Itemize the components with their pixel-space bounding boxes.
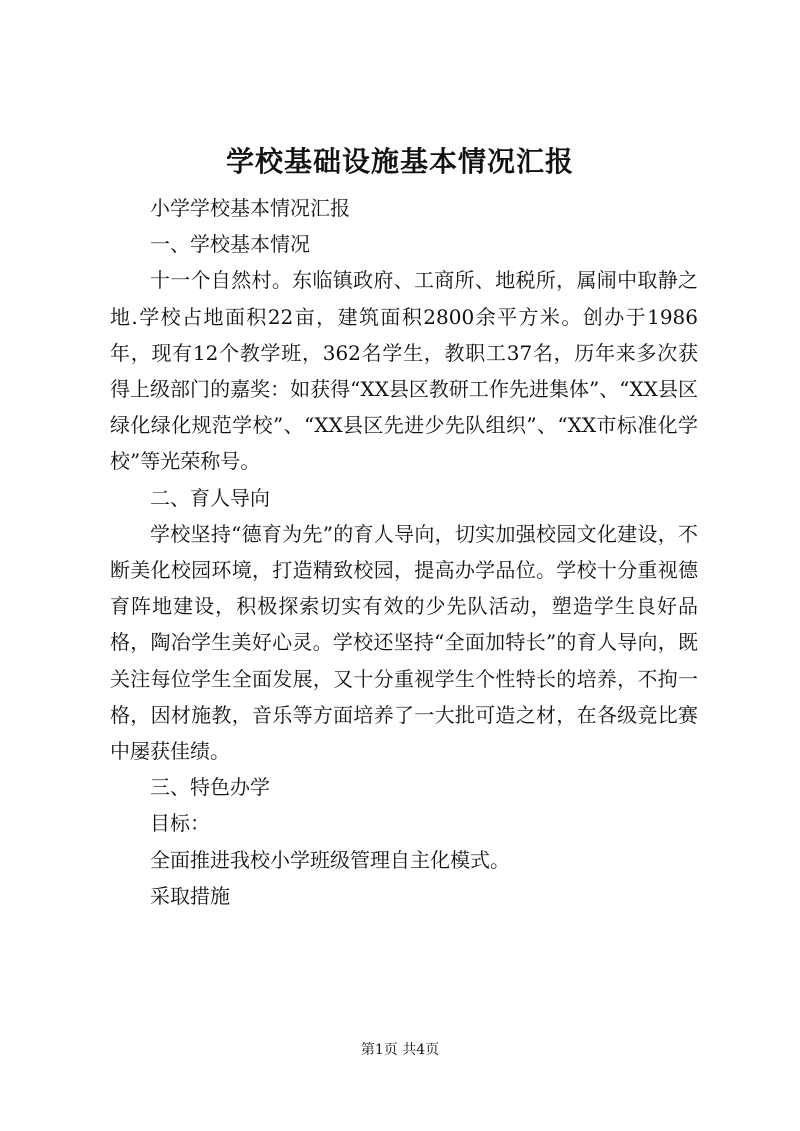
section-heading-featured-schooling: 三、特色办学 <box>150 775 270 800</box>
body-paragraph: 全面推进我校小学班级管理自主化模式。 <box>150 847 510 872</box>
section-heading-education-guidance: 二、育人导向 <box>150 485 270 510</box>
subtitle-paragraph: 小学学校基本情况汇报 <box>150 196 350 220</box>
document-title: 学校基础设施基本情况汇报 <box>225 145 574 178</box>
section-heading-basic-info: 一、学校基本情况 <box>150 232 310 257</box>
measures-label: 采取措施 <box>150 883 230 908</box>
body-paragraph: 学校坚持“德育为先”的育人导向，切实加强校园文化建设，不断美化校园环境，打造精致校园，提高办学品位。学校十分重视德育阵地建设，积极探索切实有效的少先队活动，塑造学生良好品格，陶冶学生美好心灵。学校还坚持“全面加特长”的育人导向，既关注每位学生全面发展，又十分重视学生个性特长的培养，不拘一格，因材施教，音乐等方面培养了一大批可造之材，在各级竞比赛中屡获佳绩。 <box>110 521 698 764</box>
body-paragraph: 十一个自然村。东临镇政府、工商所、地税所，属闹中取静之地.学校占地面积22亩，建筑面积2800余平方米。创办于1986年，现有12个教学班，362名学生，教职工37名，历年来多次获得上级部门的嘉奖：如获得“XX县区教研工作先进集体”、“XX县区绿化绿化规范学校”、“XX县区先进少先队组织”、“XX市标准化学校”等光荣称号。 <box>110 268 698 474</box>
page-footer: 第1页 共4页 <box>360 1042 440 1058</box>
goal-label: 目标： <box>150 811 210 836</box>
document-body <box>110 190 698 914</box>
